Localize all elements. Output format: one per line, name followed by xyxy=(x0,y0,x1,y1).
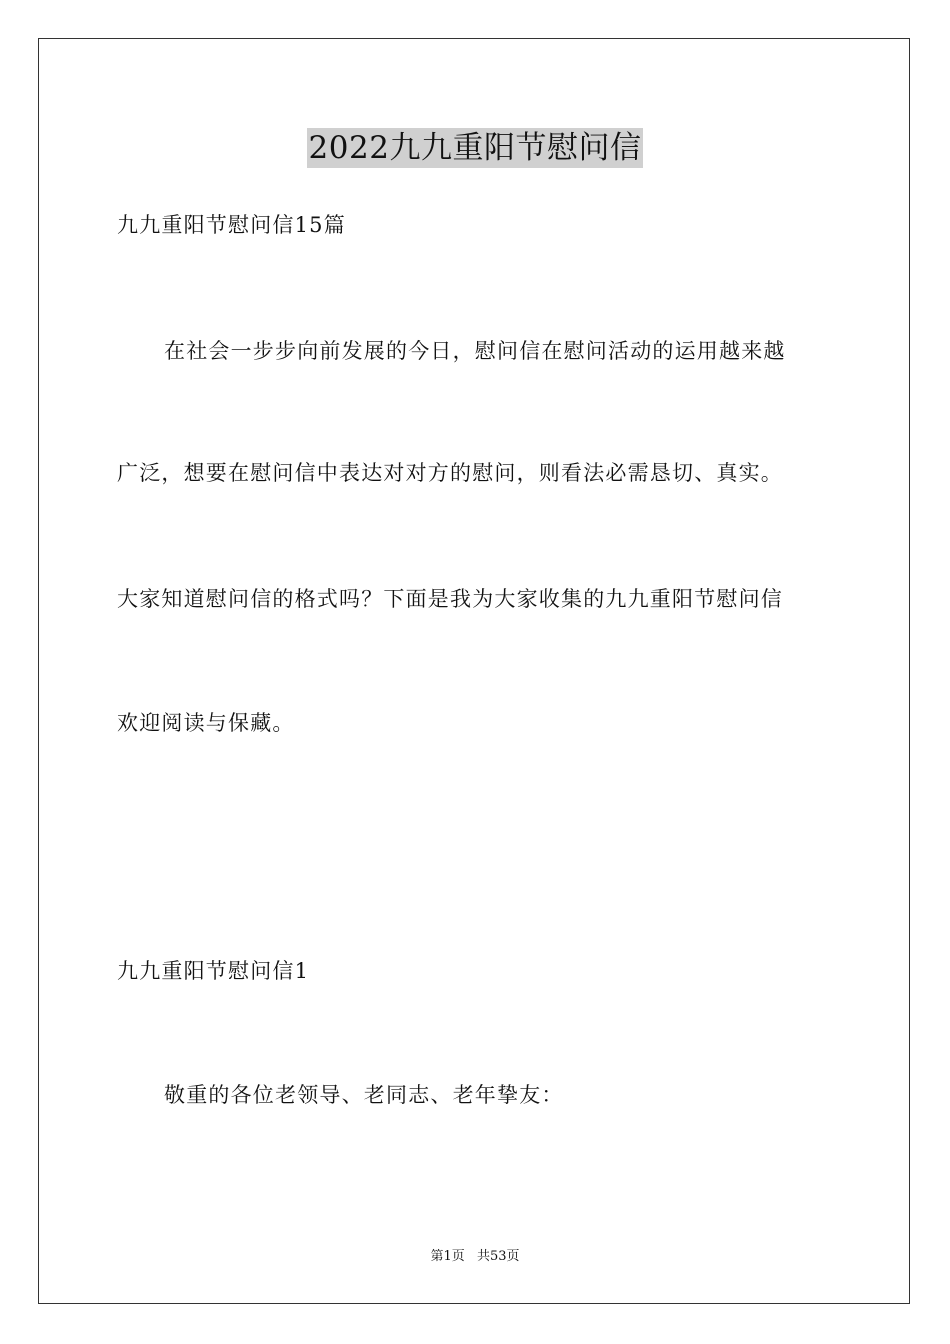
intro-line-4: 欢迎阅读与保藏。 xyxy=(117,711,295,735)
total-pages: 共53页 xyxy=(476,1249,520,1264)
page-number: 第1页 xyxy=(430,1249,465,1264)
page-footer xyxy=(0,1248,950,1266)
document-title: 2022九九重阳节慰问信 xyxy=(308,130,642,166)
title-container xyxy=(0,128,950,168)
section-heading: 九九重阳节慰问信1 xyxy=(117,959,310,983)
salutation: 敬重的各位老领导、老同志、老年挚友： xyxy=(164,1083,564,1107)
intro-line-2: 广泛，想要在慰问信中表达对对方的慰问，则看法必需恳切、真实。 xyxy=(117,461,783,485)
intro-line-1: 在社会一步步向前发展的今日，慰问信在慰问活动的运用越来越 xyxy=(164,339,786,363)
intro-line-3: 大家知道慰问信的格式吗？下面是我为大家收集的九九重阳节慰问信 xyxy=(117,587,783,611)
document-subtitle: 九九重阳节慰问信15篇 xyxy=(117,213,346,237)
